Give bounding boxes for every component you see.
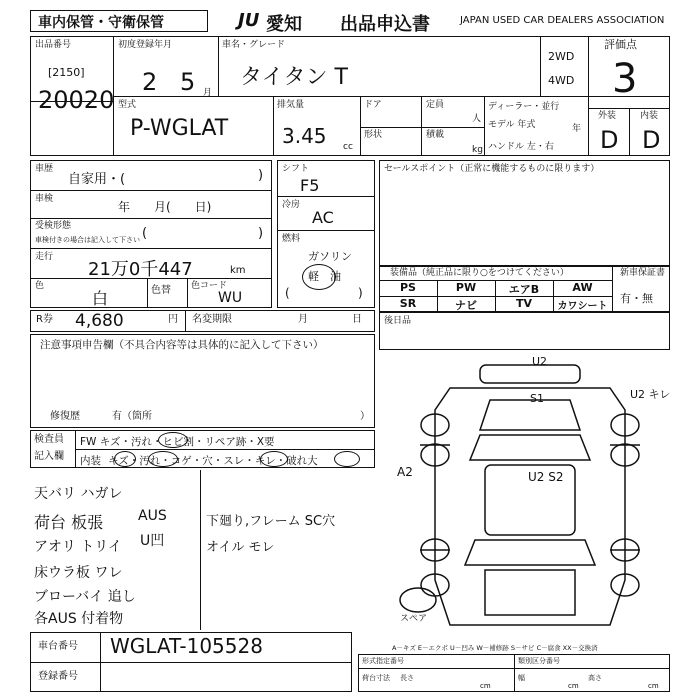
equip-leather: カワシート (557, 301, 608, 312)
equip-navi: ナビ (455, 299, 477, 312)
equip-sr: SR (399, 297, 417, 310)
fuel-value: ガソリン (308, 250, 352, 263)
equip-tv: TV (515, 297, 533, 310)
fuel-label: 燃料 (282, 234, 301, 244)
cc-unit: cc (343, 142, 353, 152)
mark-top2: S1 (530, 392, 544, 405)
history-value: 自家用・( (68, 172, 126, 187)
recycle-label: R券 (36, 314, 53, 325)
history-close: ) (258, 168, 264, 183)
notes-label: 注意事項申告欄（不具合内容等は具体的に記入して下さい） (40, 339, 324, 351)
sales-point-label: セールスポイント（正常に機能するものに限ります） (384, 164, 600, 174)
ju-logo: JU (238, 10, 260, 31)
model-value: タイタン T (240, 65, 348, 90)
mark-top: U2 (532, 355, 548, 368)
color-code-value: WU (218, 290, 243, 306)
association-name: JAPAN USED CAR DEALERS ASSOCIATION (460, 15, 665, 26)
fuel-paren-close: ) (358, 286, 363, 300)
repair-value: 有（箇所 (112, 411, 152, 422)
expiry-label: 名変期限 (192, 314, 232, 325)
fuel-selected-circle (302, 264, 336, 290)
height-label: 高さ (588, 674, 602, 682)
color-label: 色 (35, 281, 45, 291)
recycle-value: 4,680 (75, 311, 124, 331)
first-reg-label: 初度登録年月 (118, 40, 173, 50)
first-reg-year: 2 (142, 68, 158, 96)
reg-label: 登録番号 (38, 671, 78, 682)
cm-2: cm (568, 682, 579, 690)
mark-circle-2 (114, 451, 136, 467)
mark-circle-5 (334, 451, 360, 467)
spare-label: スペア (400, 614, 428, 624)
storage-label: 車内保管・守衛保管 (38, 15, 164, 31)
interior-label: 内装 (640, 111, 659, 121)
exterior-value: D (600, 126, 619, 154)
cm-1: cm (480, 682, 491, 690)
interior-value: D (642, 126, 661, 154)
inspector-label: 検査員 (34, 434, 64, 445)
month-unit: 月 (203, 88, 213, 98)
interior-line: キズ・汚れ・コゲ・穴・スレ・キレ・破れ大 (108, 455, 318, 467)
drive-2wd: 2WD (548, 50, 575, 63)
note-u: U凹 (140, 533, 165, 549)
mark-circle-4 (260, 451, 288, 467)
type-value: P-WGLAT (130, 116, 229, 141)
note-4: 床ウラ板 ワレ (34, 565, 123, 581)
class-label: 類別区分番号 (518, 657, 560, 665)
model-label: 車名・グレード (222, 40, 286, 50)
model-year-label: モデル 年式 (488, 120, 536, 130)
ac-value: AC (312, 208, 334, 227)
mark-left-mid: A2 (397, 465, 413, 479)
grade-label: 評価点 (604, 38, 637, 51)
inspection-label: 車検 (35, 194, 54, 204)
capacity-label: 定員 (426, 100, 445, 110)
cert-label: 形式指定番号 (362, 657, 404, 665)
entry-label: 記入欄 (34, 451, 64, 462)
type-label: 型式 (118, 100, 137, 110)
fuel-paren-open: ( (285, 286, 290, 300)
new-car-value: 有・無 (620, 292, 653, 305)
history-label: 車歴 (35, 164, 54, 174)
color-change-label: 色替 (151, 285, 171, 296)
chassis-value: WGLAT-105528 (110, 634, 263, 658)
shift-value: F5 (300, 176, 320, 195)
lot-number: 20020 (38, 86, 115, 114)
org-name: 愛知 (266, 14, 302, 35)
equip-pw: PW (455, 281, 477, 294)
legend: A－キズ E－エクボ U－凹み W－補修跡 S－サビ C－腐食 XX－交換済 (392, 644, 598, 652)
mileage-unit: km (230, 265, 246, 276)
mark-circle-1 (158, 432, 188, 448)
sales-point-frame (379, 160, 670, 266)
note-aus: AUS (138, 508, 167, 524)
equip-aw: AW (572, 281, 593, 294)
grade-value: 3 (612, 56, 638, 102)
rear-items-frame (379, 312, 670, 350)
ac-label: 冷房 (282, 200, 301, 210)
exterior-label: 外装 (598, 111, 617, 121)
lot-label: 出品番号 (35, 40, 72, 50)
year-unit: 年 (572, 124, 582, 134)
cm-3: cm (648, 682, 659, 690)
note-frame: 下廻り,フレーム SC穴 (206, 514, 336, 529)
note-1: 天バリ ハガレ (34, 486, 123, 502)
shape-label: 形状 (364, 130, 383, 140)
mileage-value: 21万0千447 (88, 259, 193, 280)
new-car-label: 新車保証書 (620, 268, 666, 278)
fuel-alt: 軽 油 (308, 270, 341, 283)
note-5: ブローバイ 追し (34, 589, 136, 605)
fw-line: FW キズ・汚れ・ヒビ割・リペア跡・X要 (80, 436, 275, 448)
car-diagram (380, 350, 670, 650)
color-value: 白 (92, 289, 109, 308)
inspection-value: 年 月( 日) (118, 200, 212, 214)
equip-airbag: エアB (508, 283, 540, 296)
first-reg-month: 5 (180, 68, 196, 96)
note-3: アオリ トリイ (34, 539, 122, 555)
dealer-label: ディーラー・並行 (488, 102, 560, 112)
equipment-label: 装備品（純正品に限り○をつけてください） (390, 268, 569, 278)
mileage-label: 走行 (35, 252, 54, 262)
mark-circle-3 (148, 451, 178, 467)
load-unit: kg (472, 145, 483, 155)
width-label: 幅 (518, 674, 525, 682)
color-code-label: 色コード (191, 281, 228, 291)
note-label: 荷台寸法 (362, 674, 390, 682)
mark-right-top: U2 キレ (630, 388, 671, 401)
expiry-month: 月 (298, 314, 308, 325)
receipt-note: 車検付きの場合は記入して下さい (35, 236, 140, 244)
interior-prefix: 内装 (80, 455, 101, 467)
door-label: ドア (364, 100, 382, 110)
displacement-value: 3.45 (282, 124, 327, 148)
receipt-value: ( (142, 226, 148, 241)
shift-label: シフト (282, 164, 310, 174)
capacity-unit: 人 (472, 114, 482, 124)
receipt-label: 受検形態 (35, 221, 72, 231)
receipt-close: ) (258, 226, 264, 241)
rear-items-label: 後日品 (384, 316, 412, 326)
drive-4wd: 4WD (548, 74, 575, 87)
repair-label: 修復歴 (50, 411, 80, 422)
lot-small: [2150] (48, 66, 85, 79)
handle-label: ハンドル 左・右 (488, 142, 554, 152)
note-2: 荷台 板張 (34, 513, 104, 532)
note-oil: オイル モレ (206, 540, 275, 555)
recycle-unit: 円 (168, 314, 178, 325)
equip-ps: PS (400, 281, 416, 294)
note-6: 各AUS 付着物 (34, 611, 124, 627)
expiry-day: 日 (352, 314, 362, 325)
length-label: 長さ (400, 674, 414, 682)
load-label: 積載 (426, 130, 445, 140)
form-title: 出品申込書 (340, 14, 430, 35)
mark-center: U2 S2 (528, 470, 564, 484)
displacement-label: 排気量 (277, 100, 305, 110)
repair-close: ） (360, 411, 370, 422)
chassis-label: 車台番号 (38, 641, 78, 652)
